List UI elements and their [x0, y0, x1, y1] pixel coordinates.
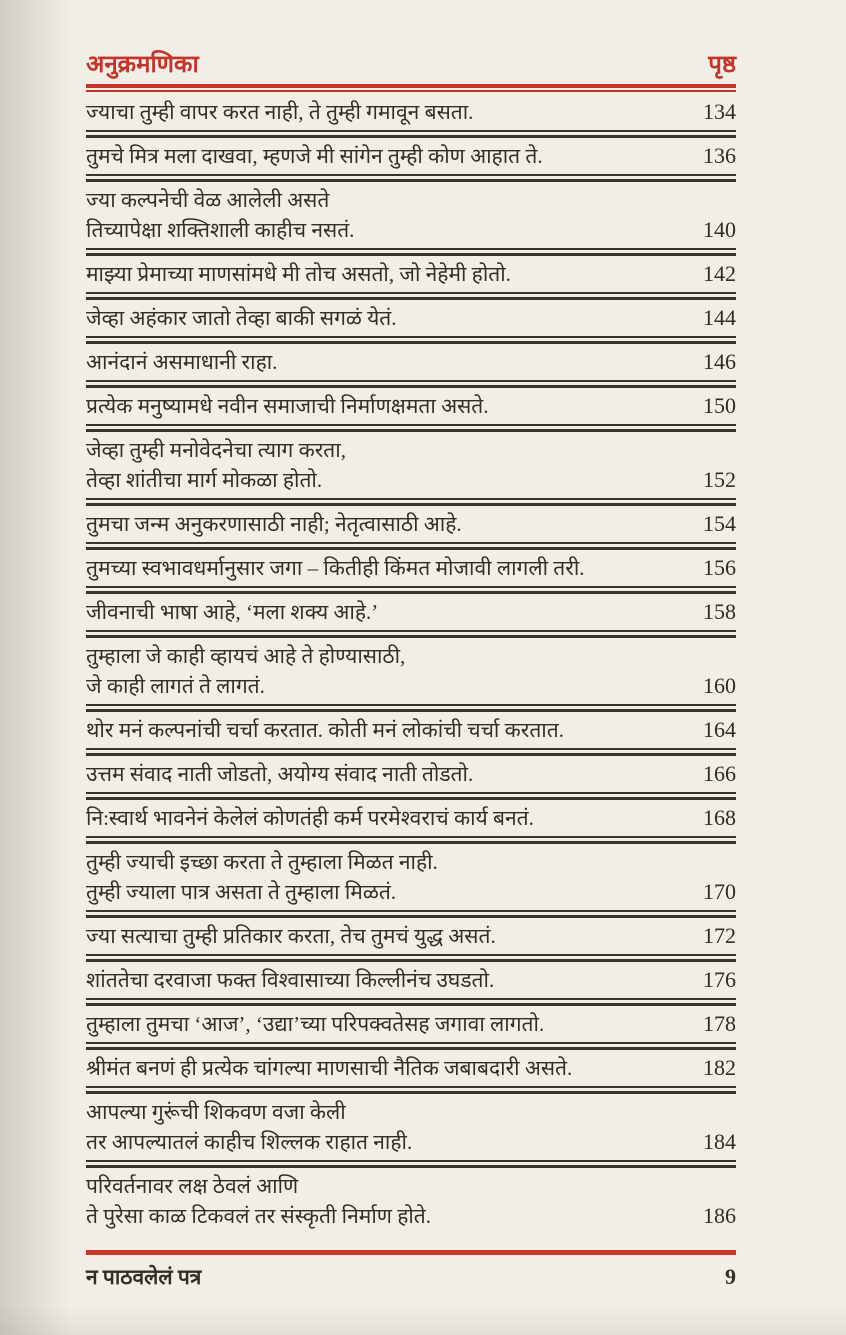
- entry-line: ज्याचा तुम्ही वापर करत नाही, ते तुम्ही गमावून बसता.: [86, 100, 474, 124]
- entry-line: आपल्या गुरूंची शिकवण वजा केली: [86, 1100, 346, 1124]
- entry-text: [86, 97, 688, 127]
- entry-line: जेव्हा अहंकार जातो तेव्हा बाकी सगळं येतं.: [86, 306, 397, 330]
- entry-line: तुमचे मित्र मला दाखवा, म्हणजे मी सांगेन तुम्ही कोण आहात ते.: [86, 144, 543, 168]
- entry-text: [86, 347, 688, 377]
- entry-separator: [86, 248, 736, 256]
- entry-separator: [86, 748, 736, 756]
- entry-text: [86, 303, 688, 333]
- entry-separator: [86, 954, 736, 962]
- toc-entry: [86, 1006, 736, 1042]
- entry-separator: [86, 174, 736, 182]
- entry-line: तर आपल्यातलं काहीच शिल्लक राहात नाही.: [86, 1130, 413, 1154]
- entry-page-number: 158: [703, 599, 736, 624]
- entry-separator: [86, 630, 736, 638]
- entry-separator: [86, 792, 736, 800]
- toc-entry: [86, 756, 736, 792]
- entry-line: जेव्हा तुम्ही मनोवेदनेचा त्याग करता,: [86, 438, 346, 462]
- entry-line: शांततेचा दरवाजा फक्त विश्वासाच्या किल्लीनंच उघडतो.: [86, 968, 495, 992]
- toc-entry: [86, 182, 736, 248]
- entry-line: तुम्हाला जे काही व्हायचं आहे ते होण्यासाठी,: [86, 644, 406, 668]
- toc-entry: [86, 800, 736, 836]
- entry-text: [86, 715, 688, 745]
- entry-text: [86, 259, 688, 289]
- entry-line: तुमचा जन्म अनुकरणासाठी नाही; नेतृत्वासाठी आहे.: [86, 512, 462, 536]
- toc-entry: [86, 1050, 736, 1086]
- footer-row: [86, 1263, 736, 1291]
- entry-line: तेव्हा शांतीचा मार्ग मोकळा होतो.: [86, 468, 323, 492]
- entry-line: ज्या कल्पनेची वेळ आलेली असते: [86, 188, 330, 212]
- toc-entry: [86, 1094, 736, 1160]
- entry-text: [86, 921, 688, 951]
- entry-text: [86, 185, 688, 245]
- toc-header: [86, 50, 736, 80]
- entry-line: श्रीमंत बनणं ही प्रत्येक चांगल्या माणसाची नैतिक जबाबदारी असते.: [86, 1056, 573, 1080]
- toc-entry: [86, 344, 736, 380]
- toc-entry: [86, 94, 736, 130]
- entry-text: [86, 641, 688, 701]
- entry-separator: [86, 292, 736, 300]
- entry-text: [86, 1009, 688, 1039]
- entry-separator: [86, 130, 736, 138]
- entry-page-number: 184: [703, 1129, 736, 1154]
- entry-separator: [86, 498, 736, 506]
- entry-separator: [86, 542, 736, 550]
- entry-separator: [86, 380, 736, 388]
- entry-line: उत्तम संवाद नाती जोडतो, अयोग्य संवाद नाती तोडतो.: [86, 762, 474, 786]
- entry-page-number: 140: [703, 217, 736, 242]
- entry-line: तुम्ही ज्याला पात्र असता ते तुम्हाला मिळतं.: [86, 880, 397, 904]
- entry-separator: [86, 1042, 736, 1050]
- entry-text: [86, 759, 688, 789]
- toc-entry: [86, 550, 736, 586]
- entry-separator: [86, 910, 736, 918]
- entry-page-number: 160: [703, 673, 736, 698]
- entry-page-number: 156: [703, 555, 736, 580]
- toc-entry: [86, 962, 736, 998]
- entry-line: नि:स्वार्थ भावनेनं केलेलं कोणतंही कर्म परमेश्वराचं कार्य बनतं.: [86, 806, 534, 830]
- toc-entry: [86, 388, 736, 424]
- toc-entry: [86, 138, 736, 174]
- entry-page-number: 144: [703, 305, 736, 330]
- toc-entry: [86, 844, 736, 910]
- entry-separator: [86, 336, 736, 344]
- entry-separator: [86, 424, 736, 432]
- toc-entry: [86, 712, 736, 748]
- entry-line: तिच्यापेक्षा शक्तिशाली काहीच नसतं.: [86, 218, 355, 242]
- entry-line: परिवर्तनावर लक्ष ठेवलं आणि: [86, 1174, 299, 1198]
- toc-entry: [86, 256, 736, 292]
- entry-text: [86, 1171, 688, 1231]
- entry-text: [86, 141, 688, 171]
- entry-text: [86, 597, 688, 627]
- entry-page-number: 152: [703, 467, 736, 492]
- entry-line: ते पुरेसा काळ टिकवलं तर संस्कृती निर्माण होते.: [86, 1204, 432, 1228]
- footer-page-number: 9: [725, 1264, 736, 1289]
- entry-separator: [86, 836, 736, 844]
- entry-page-number: 164: [703, 717, 736, 742]
- entry-line: प्रत्येक मनुष्यामधे नवीन समाजाची निर्माणक्षमता असते.: [86, 394, 489, 418]
- entry-separator: [86, 1160, 736, 1168]
- entry-page-number: 154: [703, 511, 736, 536]
- entry-page-number: 166: [703, 761, 736, 786]
- footer-rule: [86, 1250, 736, 1255]
- header-rule: [86, 84, 736, 92]
- toc-entries: [86, 94, 736, 1234]
- entry-separator: [86, 998, 736, 1006]
- entry-page-number: 150: [703, 393, 736, 418]
- entry-page-number: 172: [703, 923, 736, 948]
- entry-separator: [86, 1086, 736, 1094]
- entry-line: थोर मनं कल्पनांची चर्चा करतात. कोती मनं लोकांची चर्चा करतात.: [86, 718, 564, 742]
- entry-text: [86, 553, 688, 583]
- entry-page-number: 146: [703, 349, 736, 374]
- entry-line: माझ्या प्रेमाच्या माणसांमधे मी तोच असतो, जो नेहेमी होतो.: [86, 262, 511, 286]
- entry-text: [86, 803, 688, 833]
- page-title: अनुक्रमणिका: [86, 52, 199, 78]
- entry-text: [86, 509, 688, 539]
- toc-entry: [86, 638, 736, 704]
- entry-page-number: 178: [703, 1011, 736, 1036]
- entry-line: तुमच्या स्वभावधर्मानुसार जगा – कितीही किंमत मोजावी लागली तरी.: [86, 556, 585, 580]
- entry-text: [86, 965, 688, 995]
- entry-text: [86, 847, 688, 907]
- entry-page-number: 168: [703, 805, 736, 830]
- entry-page-number: 136: [703, 143, 736, 168]
- entry-line: तुम्हाला तुमचा ‘आज’, ‘उद्या’च्या परिपक्वतेसह जगावा लागतो.: [86, 1012, 545, 1036]
- entry-text: [86, 435, 688, 495]
- entry-text: [86, 1097, 688, 1157]
- toc-entry: [86, 1168, 736, 1234]
- entry-line: आनंदानं असमाधानी राहा.: [86, 350, 278, 374]
- toc-entry: [86, 594, 736, 630]
- entry-line: ज्या सत्याचा तुम्ही प्रतिकार करता, तेच तुमचं युद्ध असतं.: [86, 924, 496, 948]
- page-footer: [86, 1250, 736, 1291]
- entry-line: जे काही लागतं ते लागतं.: [86, 674, 265, 698]
- entry-separator: [86, 704, 736, 712]
- entry-line: जीवनाची भाषा आहे, ‘मला शक्य आहे.’: [86, 600, 379, 624]
- toc-entry: [86, 506, 736, 542]
- toc-entry: [86, 432, 736, 498]
- entry-line: तुम्ही ज्याची इच्छा करता ते तुम्हाला मिळत नाही.: [86, 850, 438, 874]
- page-column-label: पृष्ठ: [708, 52, 736, 78]
- toc-entry: [86, 300, 736, 336]
- entry-page-number: 186: [703, 1203, 736, 1228]
- toc-entry: [86, 918, 736, 954]
- entry-page-number: 134: [703, 99, 736, 124]
- entry-page-number: 170: [703, 879, 736, 904]
- entry-page-number: 176: [703, 967, 736, 992]
- book-title: न पाठवलेलं पत्र: [86, 1265, 202, 1289]
- entry-page-number: 142: [703, 261, 736, 286]
- entry-text: [86, 391, 688, 421]
- entry-page-number: 182: [703, 1055, 736, 1080]
- entry-separator: [86, 586, 736, 594]
- entry-text: [86, 1053, 688, 1083]
